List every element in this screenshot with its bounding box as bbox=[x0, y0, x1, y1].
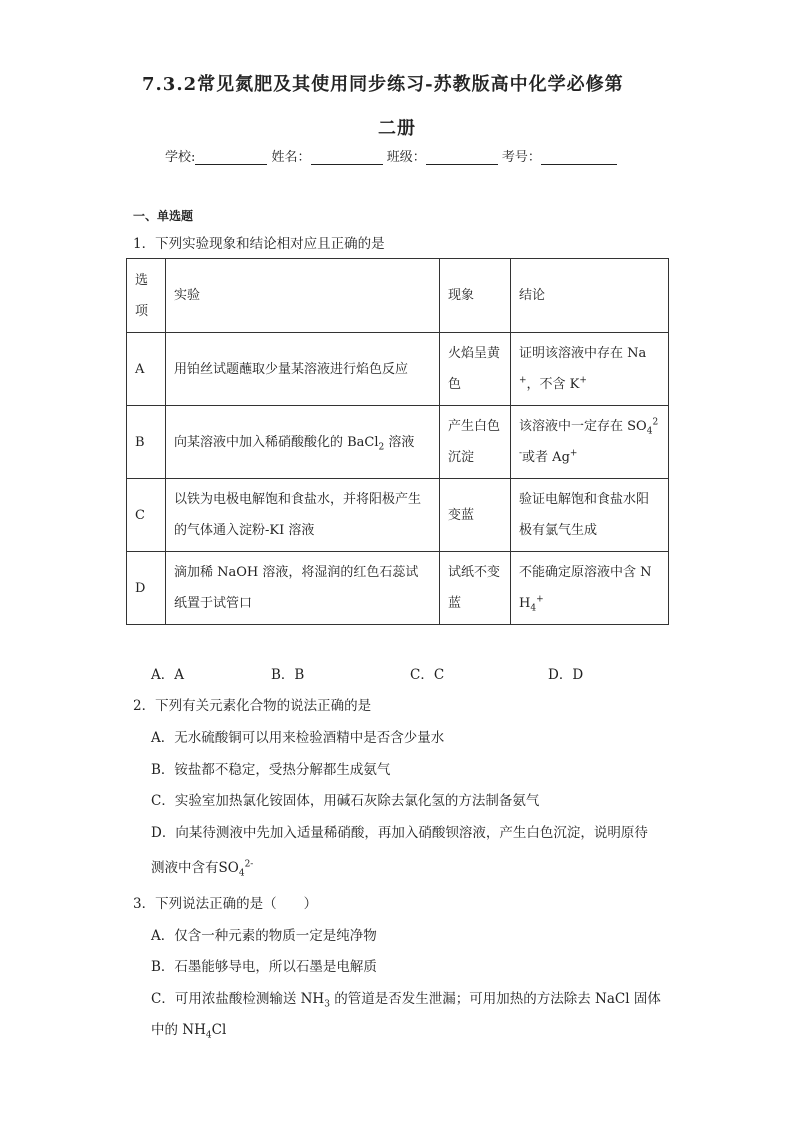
row-option: C bbox=[127, 479, 166, 552]
row-phenomenon: 火焰呈黄色 bbox=[440, 333, 511, 406]
table-header-row bbox=[127, 259, 669, 333]
q2-option-c[interactable]: C．实验室加热氯化铵固体，用碱石灰除去氯化氢的方法制备氨气 bbox=[151, 793, 540, 809]
name-label: 姓名： bbox=[271, 150, 311, 165]
exam-no-label: 考号： bbox=[501, 150, 541, 165]
row-experiment: 用铂丝试题蘸取少量某溶液进行焰色反应 bbox=[166, 333, 440, 406]
row-conclusion: 验证电解饱和食盐水阳极有氯气生成 bbox=[511, 479, 669, 552]
section-heading: 一、单选题 bbox=[133, 209, 194, 223]
header-conclusion: 结论 bbox=[511, 259, 669, 333]
row-conclusion: 该溶液中一定存在 $SO_4^{2-}$或者 Ag+ bbox=[511, 406, 669, 479]
school-field[interactable] bbox=[195, 150, 267, 165]
row-phenomenon: 产生白色沉淀 bbox=[440, 406, 511, 479]
exam-no-field[interactable] bbox=[541, 150, 617, 165]
q3-option-a[interactable]: A．仅含一种元素的物质一定是纯净物 bbox=[151, 928, 377, 944]
class-label: 班级： bbox=[386, 150, 426, 165]
header-phenomenon: 现象 bbox=[440, 259, 511, 333]
header-option: 选项 bbox=[127, 259, 166, 333]
q3-stem: 3．下列说法正确的是（ ） bbox=[133, 896, 318, 912]
row-phenomenon: 变蓝 bbox=[440, 479, 511, 552]
header-experiment: 实验 bbox=[166, 259, 440, 333]
q2-option-d-line2[interactable]: 测液中含有$SO_4^{2-}$ bbox=[151, 859, 254, 879]
row-option: B bbox=[127, 406, 166, 479]
name-field[interactable] bbox=[311, 150, 383, 165]
row-option: D bbox=[127, 552, 166, 625]
q1-choice-a[interactable]: A．A bbox=[151, 667, 184, 683]
q2-option-b[interactable]: B．铵盐都不稳定，受热分解都生成氨气 bbox=[151, 762, 391, 778]
q1-choice-b[interactable]: B．B bbox=[271, 667, 305, 683]
class-field[interactable] bbox=[426, 150, 498, 165]
row-experiment: 以铁为电极电解饱和食盐水，并将阳极产生的气体通入淀粉-KI 溶液 bbox=[166, 479, 440, 552]
row-experiment: 向某溶液中加入稀硝酸酸化的 BaCl$_2$ 溶液 bbox=[166, 406, 440, 479]
row-option: A bbox=[127, 333, 166, 406]
q3-option-c-line2[interactable]: 中的 $NH_4Cl$ bbox=[151, 1022, 227, 1041]
row-conclusion: 不能确定原溶液中含 $NH_4^+$ bbox=[511, 552, 669, 625]
table-row bbox=[127, 333, 669, 406]
q1-choice-d[interactable]: D．D bbox=[548, 667, 584, 683]
table-row bbox=[127, 479, 669, 552]
q3-option-c-line1[interactable]: C．可用浓盐酸检测输送 $NH_3$ 的管道是否发生泄漏；可用加热的方法除去 NaCl 固体 bbox=[151, 991, 661, 1010]
row-conclusion: 证明该溶液中存在 Na+，不含 K+ bbox=[511, 333, 669, 406]
q2-stem: 2．下列有关元素化合物的说法正确的是 bbox=[133, 698, 372, 714]
q2-option-d-line1[interactable]: D．向某待测液中先加入适量稀硝酸，再加入硝酸钡溶液，产生白色沉淀，说明原待 bbox=[151, 825, 648, 841]
page-title-line1: 7.3.2常见氮肥及其使用同步练习-苏教版高中化学必修第 bbox=[142, 74, 624, 95]
page-title-line2: 二册 bbox=[378, 118, 416, 139]
q3-option-b[interactable]: B．石墨能够导电，所以石墨是电解质 bbox=[151, 959, 377, 975]
q2-option-a[interactable]: A．无水硫酸铜可以用来检验酒精中是否含少量水 bbox=[151, 730, 445, 746]
school-label: 学校: bbox=[165, 150, 196, 165]
table-row bbox=[127, 406, 669, 479]
experiment-table bbox=[126, 258, 669, 625]
q1-stem: 1．下列实验现象和结论相对应且正确的是 bbox=[133, 236, 385, 252]
q1-choice-c[interactable]: C．C bbox=[410, 667, 445, 683]
row-experiment: 滴加稀 NaOH 溶液，将湿润的红色石蕊试纸置于试管口 bbox=[166, 552, 440, 625]
student-info-line bbox=[165, 146, 617, 165]
row-phenomenon: 试纸不变蓝 bbox=[440, 552, 511, 625]
table-row bbox=[127, 552, 669, 625]
